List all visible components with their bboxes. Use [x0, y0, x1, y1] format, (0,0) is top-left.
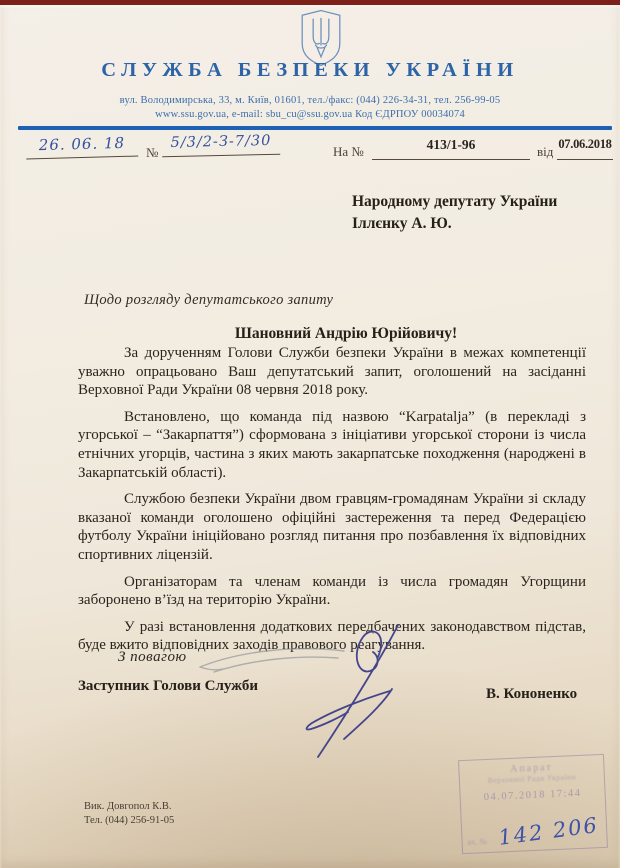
signer-title: Заступник Голови Служби [78, 678, 258, 694]
stamp-datetime: 04.07.2018 17:44 [483, 787, 582, 804]
reply-date-field: 07.06.2018 [557, 137, 613, 160]
signature-ink [282, 619, 432, 769]
salutation: Шановний Андрію Юрійовичу! [234, 325, 458, 342]
outgoing-number-field [162, 132, 280, 157]
outgoing-number-handwritten: 5/3/2-З-7/30 [170, 132, 272, 152]
reply-to-label: На № [333, 144, 364, 159]
stamp-org-line-2: Верховної Ради України [487, 772, 577, 785]
paragraph-3: Службою безпеки України двом гравцям-громадянам України зі складу вказаної команди оголошено офіційні застереження та перед Федерацією футболу України ініційовано розгляд питання про позбавлення їх відповідних спортивних ліцензій. [78, 491, 586, 563]
executor-block [84, 800, 174, 828]
recipient-line-1: Народному депутату України [352, 193, 558, 210]
recipient-line-2: Іллєнку А. Ю. [352, 214, 452, 232]
valediction: З повагою [118, 649, 187, 665]
stamp-org-line-1: Апарат [509, 762, 553, 775]
stamp-registration-row [467, 812, 602, 850]
registration-stamp [458, 754, 608, 854]
paragraph-5: У разі встановлення додаткових передбачених законодавством підстав, буде вжито відповідних заходів правового реагування. [78, 618, 586, 654]
letter-page [0, 5, 620, 868]
executor-name: Вик. Довгопол К.В. [84, 801, 172, 812]
subject-line: Щодо розгляду депутатського запиту [84, 292, 334, 308]
stamp-incoming-label: вх. № [467, 837, 488, 847]
signer-name: В. Кононенко [486, 686, 578, 702]
paragraph-1: За дорученням Голови Служби безпеки України в межах компетенції уважно опрацьовано Ваш депутатський запит, оголошений на засіданні Верховної Ради України 08 червня 2018 року. [78, 345, 586, 399]
stamp-number-handwritten: 142 206 [497, 812, 601, 850]
paragraph-4: Організаторам та членам команди із числа громадян Угорщини заборонено в’їзд на територію України. [78, 573, 586, 609]
number-label: № [146, 145, 159, 160]
from-date-label: від [537, 144, 554, 159]
reply-number-field: 413/1-96 [372, 137, 530, 160]
recipient-block [352, 191, 557, 234]
paragraph-2: Встановлено, що команда під назвою “Karpatalja” (в перекладі з угорської – “Закарпаття”) сформована з ініціативи угорської сторони із числа етнічних угорців, частина з яких мають закарпатське походження (народжені в Закарпатській області). [78, 408, 586, 481]
header-contact-block [0, 94, 620, 121]
executor-phone: Тел. (044) 256-91-05 [84, 815, 175, 826]
letter-body [78, 344, 586, 663]
address-line: вул. Володимирська, 33, м. Київ, 01601, тел./факс: (044) 226-34-31, тел. 256-99-05 [119, 95, 501, 106]
outgoing-date-handwritten: 26. 06. 18 [38, 133, 126, 155]
contact-line: www.ssu.gov.ua, e-mail: sbu_cu@ssu.gov.ua Код ЄДРПОУ 00034074 [155, 108, 465, 120]
header-divider [18, 126, 612, 130]
organization-title: СЛУЖБА БЕЗПЕКИ УКРАЇНИ [101, 59, 519, 81]
outgoing-date-field [26, 134, 139, 160]
